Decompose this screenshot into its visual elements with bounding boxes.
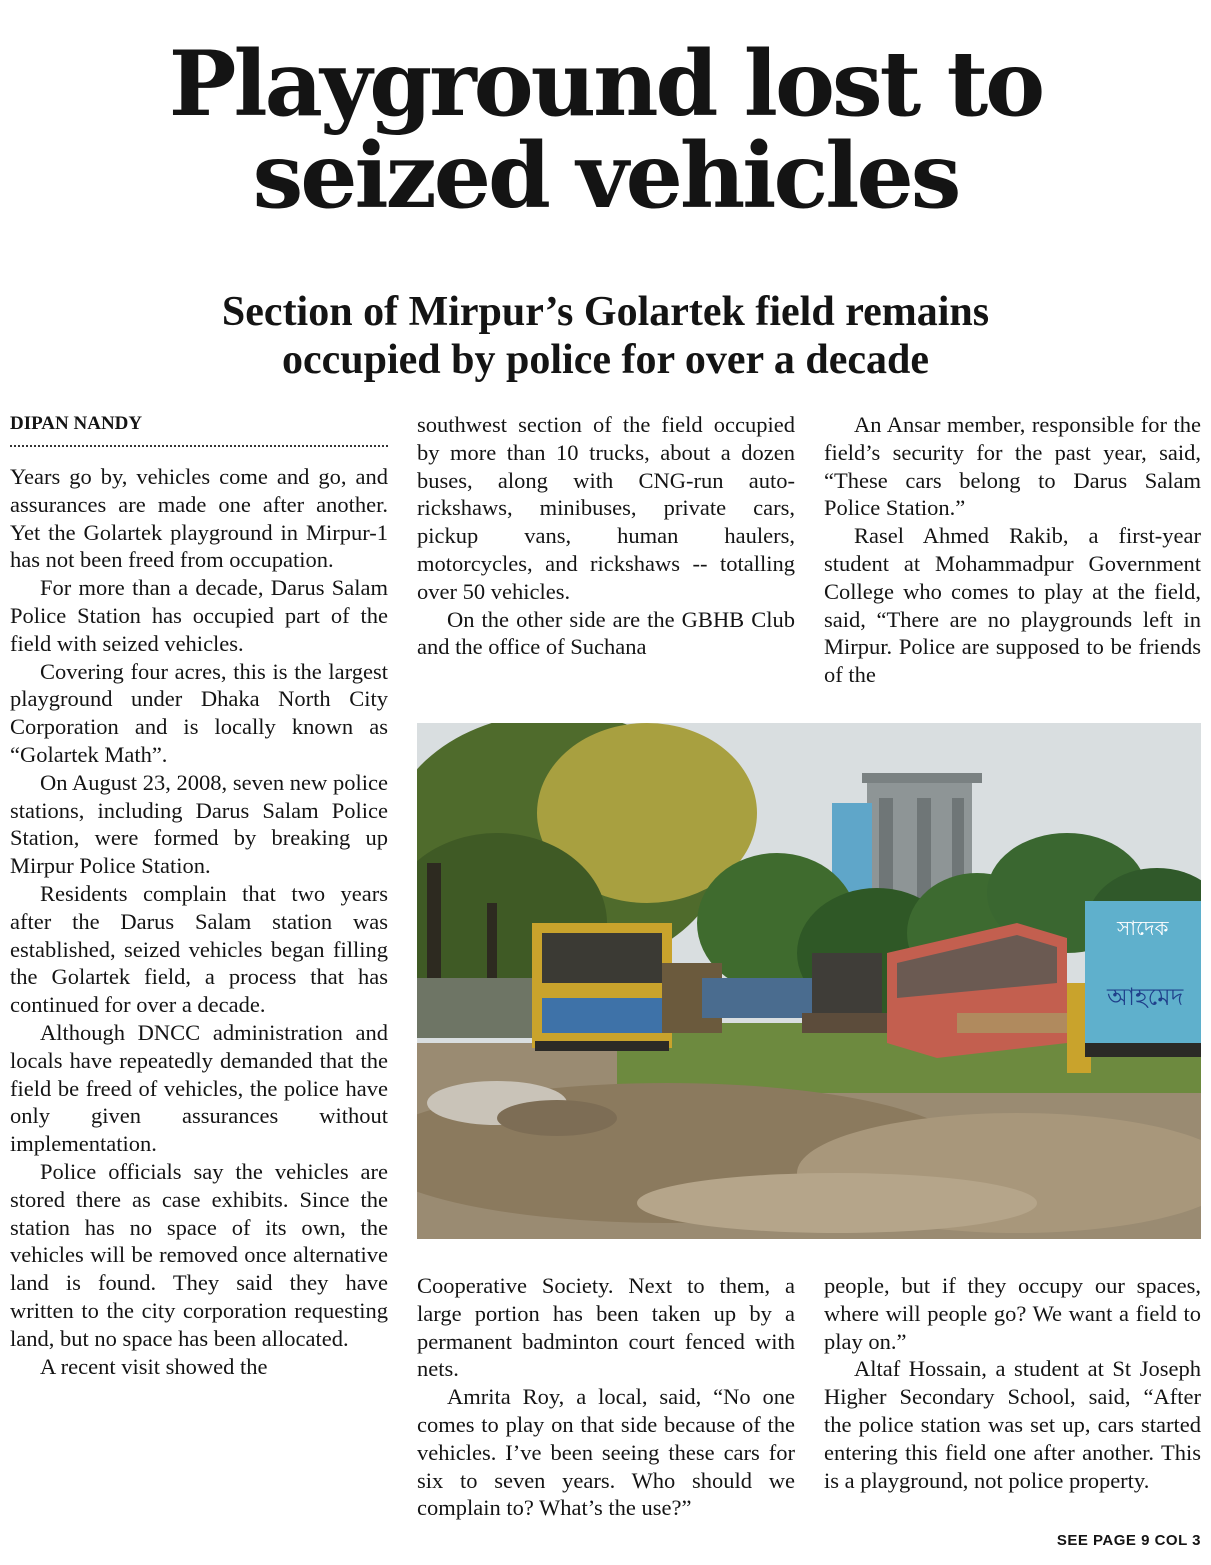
truck-sign-bottom: আহমেদ (1107, 983, 1184, 1011)
paragraph: Police officials say the vehicles are stored there as case exhibits. Since the station has no space of its own, the vehicles will be removed once alternative land is found. They said they have written to the city corporation requesting land, but no space has been allocated. (10, 1158, 388, 1351)
paragraph: Altaf Hossain, a student at St Joseph Higher Secondary School, said, “After the police station was set up, cars started entering this field one after another. This is a playground, not police property. (824, 1356, 1201, 1493)
container-truck (1067, 901, 1201, 1073)
subheadline (0, 288, 1211, 384)
paragraph: A recent visit showed the (40, 1353, 268, 1379)
headline-line-1: Playground lost to (168, 31, 1043, 137)
column-2-bottom (417, 1272, 795, 1522)
column-3-top (824, 411, 1201, 689)
continuation-note: SEE PAGE 9 COL 3 (1056, 1532, 1201, 1549)
subhead-line-1: Section of Mirpur’s Golartek field remains (221, 289, 990, 335)
paragraph: An Ansar member, responsible for the field’s security for the past year, said, “These cars belong to Darus Salam Police Station.” (824, 412, 1201, 521)
truck-sign-top: সাদেক (1117, 916, 1169, 940)
paragraph: people, but if they occupy our spaces, where will people go? We want a field to play on.” (824, 1273, 1201, 1354)
paragraph: On the other side are the GBHB Club and the office of Suchana (417, 606, 795, 660)
paragraph: Years go by, vehicles come and go, and assurances are made one after another. Yet the Golartek playground in Mirpur-1 has not been freed from occupation. (10, 464, 388, 573)
byline: DIPAN NANDY (10, 413, 388, 447)
subhead-line-2: occupied by police for over a decade (281, 337, 930, 383)
column-2-top (417, 411, 795, 661)
paragraph: Cooperative Society. Next to them, a large portion has been taken up by a permanent badminton court fenced with nets. (417, 1273, 795, 1382)
paragraph: southwest section of the field occupied by more than 10 trucks, about a dozen buses, along with CNG-run auto-rickshaws, minibuses, private cars, pickup vans, human haulers, motorcycles, and rickshaws -- totalling over 50 vehicles. (417, 412, 795, 604)
column-3-bottom (824, 1272, 1201, 1494)
paragraph: Covering four acres, this is the largest playground under Dhaka North City Corporation and is locally known as “Golartek Math”. (10, 658, 388, 767)
paragraph: On August 23, 2008, seven new police stations, including Darus Salam Police Station, were formed by breaking up Mirpur Police Station. (10, 769, 388, 879)
paragraph: Amrita Roy, a local, said, “No one comes to play on that side because of the vehicles. I’ve been seeing these cars for six to seven years. Who should we complain to? What’s the use?” (417, 1384, 795, 1521)
paragraph: Rasel Ahmed Rakib, a first-year student at Mohammadpur Government College who comes to play at the field, said, “There are no playgrounds left in Mirpur. Police are supposed to be friends of the (824, 523, 1201, 688)
paragraph: For more than a decade, Darus Salam Police Station has occupied part of the field with seized vehicles. (10, 575, 388, 656)
yellow-bus (532, 923, 672, 1051)
headline-line-2: seized vehicles (252, 123, 959, 229)
headline (0, 31, 1211, 229)
column-1 (10, 463, 388, 1380)
paragraph: Residents complain that two years after the Darus Salam station was established, seized vehicles began filling the Golartek field, a process that has continued for over a decade. (10, 880, 388, 1018)
paragraph: Although DNCC administration and locals have repeatedly demanded that the field be freed of vehicles, the police have only given assurances without implementation. (10, 1019, 388, 1157)
article-photo (417, 723, 1201, 1239)
